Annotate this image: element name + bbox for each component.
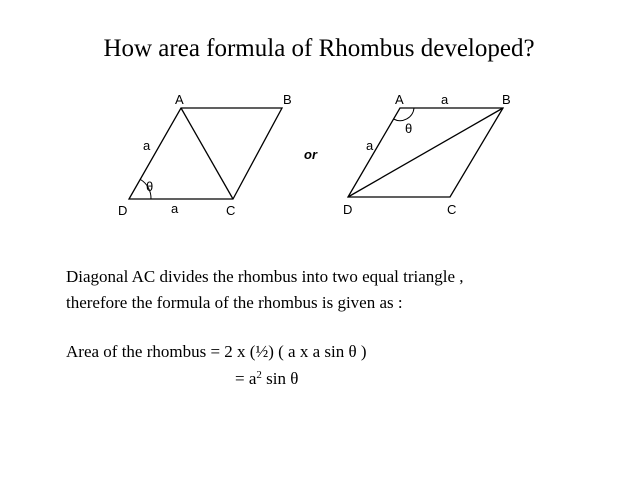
right-side-label-a: a [366, 138, 374, 153]
right-vertex-c: C [447, 202, 457, 217]
slide-title: How area formula of Rhombus developed? [103, 35, 535, 62]
left-side-label-a: a [143, 138, 151, 153]
left-rhombus-figure [118, 92, 292, 218]
left-bottom-label-a: a [171, 201, 179, 216]
or-label: or [304, 147, 317, 162]
area-formula-rhs: ) ( a x a sin θ ) [268, 342, 367, 361]
right-rhombus-figure [343, 92, 511, 217]
right-vertex-a: A [395, 92, 404, 107]
right-top-label-a: a [441, 92, 449, 107]
left-diagonal-ac [181, 108, 233, 199]
area-result-suffix: sin θ [261, 369, 299, 388]
left-vertex-c: C [226, 203, 236, 218]
area-result-prefix: = a [235, 369, 257, 388]
area-formula-half: ½ [255, 342, 269, 361]
body-text-line-2: therefore the formula of the rhombus is given as : [66, 293, 403, 312]
right-vertex-d: D [343, 202, 353, 217]
right-vertex-b: B [502, 92, 511, 107]
left-vertex-b: B [283, 92, 292, 107]
area-result-exponent: 2 [256, 369, 262, 381]
body-text-line-1: Diagonal AC divides the rhombus into two equal triangle , [66, 267, 464, 286]
left-angle-theta: θ [146, 179, 154, 194]
right-angle-theta: θ [405, 121, 413, 136]
area-formula-line-1 [66, 341, 367, 363]
left-vertex-a: A [175, 92, 184, 107]
left-vertex-d: D [118, 203, 128, 218]
area-formula-line-2 [235, 368, 298, 390]
area-formula-lhs: Area of the rhombus = 2 x ( [66, 342, 256, 361]
